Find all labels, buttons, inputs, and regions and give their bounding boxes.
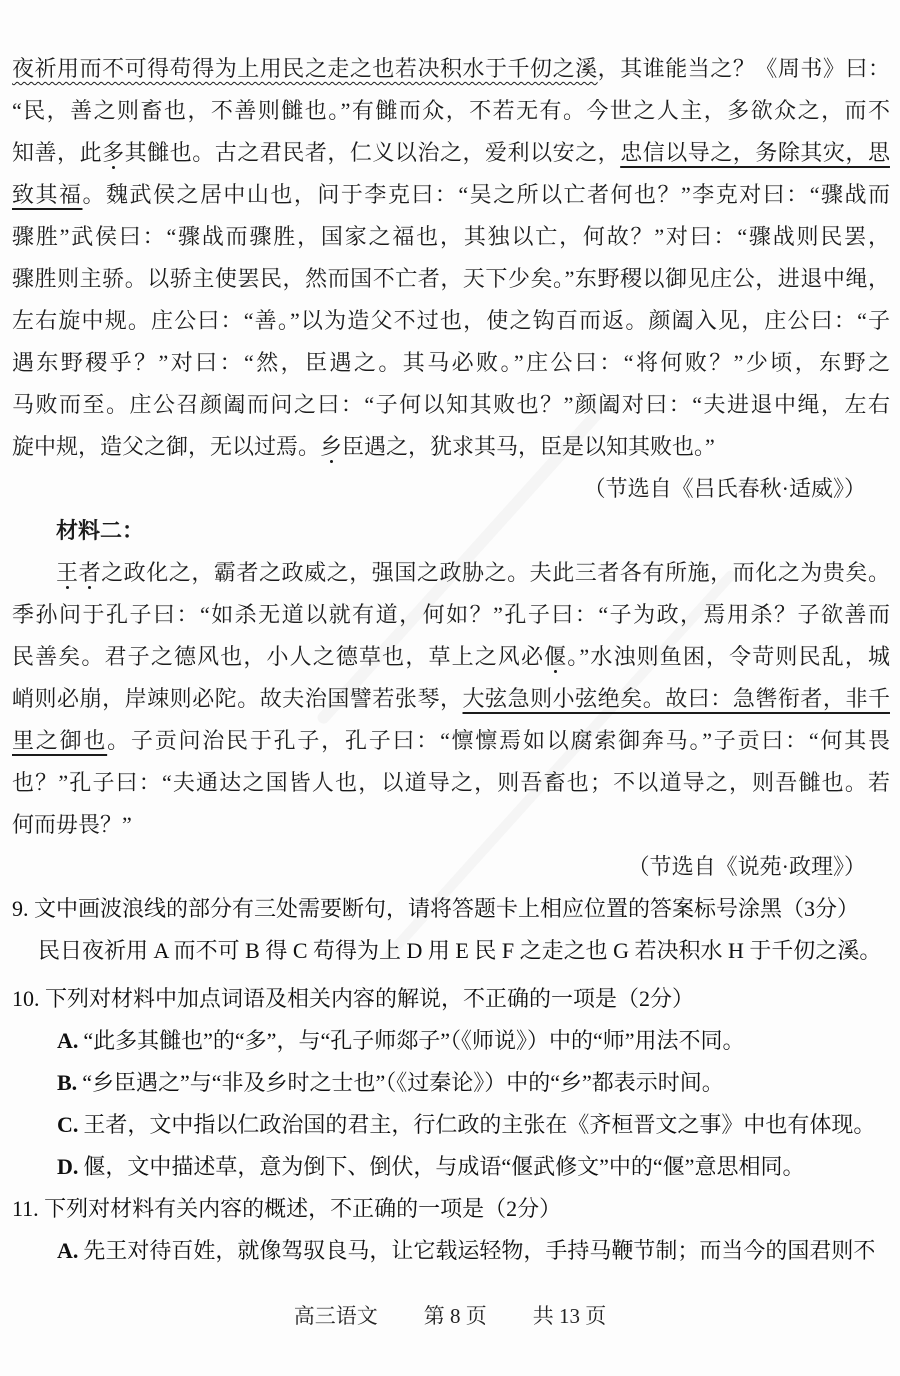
- question-10-option-b: [12, 1062, 890, 1104]
- question-10-option-c: [12, 1104, 890, 1146]
- passage-text: 。子贡问治民于孔子，孔子曰：“懔懔焉如以腐索御奔马。”子贡曰：“何其畏: [107, 728, 890, 753]
- emphasized-char-yan: 偃: [544, 644, 568, 669]
- material1-line-8: 遇东野稷乎？”对曰：“然，臣遇之。其马必败。”庄公曰：“将何败？”少顷，东野之: [12, 350, 890, 375]
- option-text: “乡臣遇之”与“非及乡时之士也”（《过秦论》）中的“乡”都表示时间。: [82, 1070, 724, 1095]
- passage-text: 。魏武侯之居中山也，问于李克曰：“吴之所以亡者何也？”李克对曰：“骤战而: [82, 182, 890, 207]
- passage-text: 旋中规，造父之御，无以过焉。: [12, 434, 321, 459]
- question-10-option-d: [12, 1146, 890, 1188]
- passage-text: 知善，此: [12, 140, 103, 165]
- material1-line-9: 马败而至。庄公召颜阖而问之曰：“子何以知其败也？”颜阖对曰：“夫进退中绳，左右: [12, 392, 890, 417]
- passage-text: 臣遇之，犹求其马，臣是以知其败也。”: [342, 434, 715, 459]
- material2-line-7: 何而毋畏？”: [12, 812, 132, 837]
- passage-text: 民善矣。君子之德风也，小人之德草也，草上之风必: [12, 644, 545, 669]
- material2-line-4: [12, 678, 890, 720]
- option-label-b: B.: [57, 1070, 78, 1095]
- material1-line-1: [12, 48, 890, 90]
- underline-segment: 大弦急则小弦绝矣。故曰：急辔衔者，非千: [462, 686, 890, 711]
- underline-segment: 里之御也: [12, 728, 108, 753]
- material1-line-7: 左右旋中规。庄公曰：“善。”以为造父不过也，使之钩百而返。颜阖入见，庄公曰：“子: [12, 308, 890, 333]
- material2-line-1: [12, 552, 890, 594]
- material1-line-4: [12, 174, 890, 216]
- underline-segment: 致其福: [12, 182, 83, 207]
- emphasized-char-wang: 王: [56, 560, 79, 585]
- footer-page-total: 共 13 页: [532, 1304, 607, 1328]
- material2-line-3: [12, 636, 890, 678]
- option-label-c: C.: [57, 1112, 79, 1137]
- footer-page-number: 第 8 页: [423, 1304, 487, 1328]
- emphasized-char-xiang: 乡: [320, 434, 343, 459]
- option-label-d: D.: [57, 1154, 79, 1179]
- option-text: 王者，文中指以仁政治国的君主，行仁政的主张在《齐桓晋文之事》中也有体现。: [83, 1112, 876, 1137]
- question-9-segmentation-line: 民日夜祈用 A 而不可 B 得 C 苟得为上 D 用 E 民 F 之走之也 G 若决积水 H 于千仞之溪。: [38, 938, 882, 963]
- material2-line-2: 季孙问于孔子曰：“如杀无道以就有道，何如？”孔子曰：“子为政，焉用杀？子欲善而: [12, 602, 890, 627]
- option-text: “此多其雠也”的“多”，与“孔子师郯子”（《师说》）中的“师”用法不同。: [83, 1028, 745, 1053]
- footer-course-title: 高三语文: [293, 1304, 378, 1328]
- material2-heading: 材料二：: [56, 518, 145, 543]
- emphasized-char-zhe: 者: [78, 560, 102, 585]
- passage-text: 其雠也。古之君民者，仁义以治之，爱利以安之，: [124, 140, 621, 165]
- wavy-underline-segment: 夜祈用而不可得苟得为上用民之走之也若决积水于千仞之溪: [12, 56, 598, 81]
- material1-line-5: 骤胜”武侯曰：“骤战而骤胜，国家之福也，其独以亡，何故？”对曰：“骤战则民罢，: [12, 224, 890, 249]
- material1-line-2: “民，善之则畜也，不善则雠也。”有雠而众，不若无有。今世之人主，多欲众之，而不: [12, 98, 890, 123]
- material1-line-6: 骤胜则主骄。以骄主使罢民，然而国不亡者，天下少矣。”东野稷以御见庄公，进退中绳，: [12, 266, 890, 291]
- underline-segment: 忠信以导之，务除其灾，思: [620, 140, 890, 165]
- page-content: [12, 48, 890, 1272]
- question-10-option-a: [12, 1020, 890, 1062]
- passage-text: 。”水浊则鱼困，令苛则民乱，城: [567, 644, 890, 669]
- passage-text: ，其谁能当之？《周书》曰：: [597, 56, 890, 81]
- passage-text: 之政化之，霸者之政威之，强国之政胁之。夫此三者各有所施，而化之为贵矣。: [101, 560, 890, 585]
- emphasized-char-duo: 多: [102, 140, 125, 165]
- material1-line-3: [12, 132, 890, 174]
- option-text: 偃，文中描述草，意为倒下、倒伏，与成语“偃武修文”中的“偃”意思相同。: [83, 1154, 805, 1179]
- question-10-stem: 10. 下列对材料中加点词语及相关内容的解说，不正确的一项是（2分）: [12, 986, 695, 1011]
- option-label-a: A.: [57, 1028, 79, 1053]
- material1-line-10: [12, 426, 890, 468]
- option-text: 先王对待百姓，就像驾驭良马，让它载运轻物，手持马鞭节制；而当今的国君则不: [83, 1238, 876, 1263]
- material2-source-citation: （节选自《说苑·政理》）: [627, 854, 866, 879]
- material2-line-5: [12, 720, 890, 762]
- material1-source-citation: （节选自《吕氏春秋·适威》）: [583, 476, 866, 501]
- question-9-stem: 9. 文中画波浪线的部分有三处需要断句，请将答题卡上相应位置的答案标号涂黑（3分）: [12, 896, 860, 921]
- option-label-a: A.: [57, 1238, 79, 1263]
- material2-line-6: 也？”孔子曰：“夫通达之国皆人也，以道导之，则吾畜也；不以道导之，则吾雠也。若: [12, 770, 890, 795]
- question-11-stem: 11. 下列对材料有关内容的概述，不正确的一项是（2分）: [12, 1196, 562, 1221]
- passage-text: 峭则必崩，岸竦则必陀。故夫治国譬若张琴，: [12, 686, 463, 711]
- page-footer: [0, 1300, 900, 1330]
- question-11-option-a: [12, 1230, 890, 1272]
